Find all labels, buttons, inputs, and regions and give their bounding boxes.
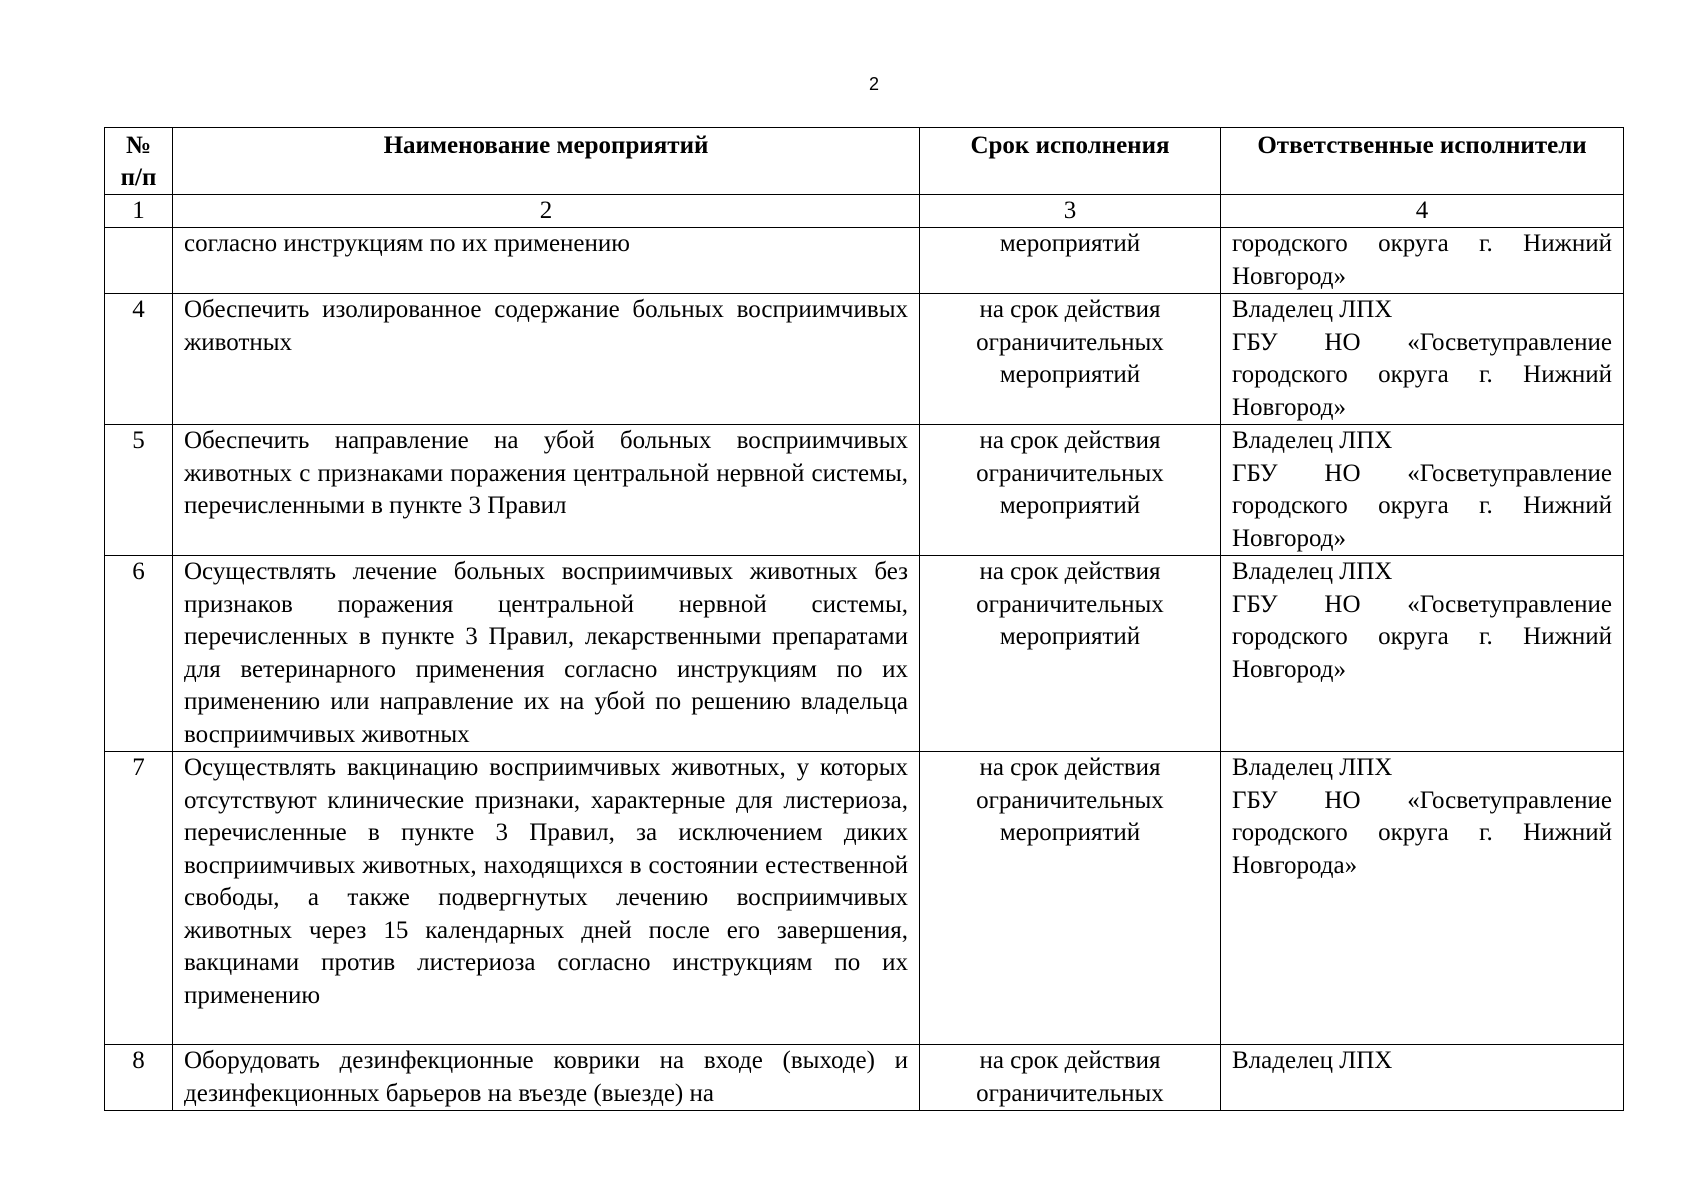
row-name: Обеспечить направление на убой больных восприимчивых животных с признаками поражения центральной нервной системы, перечисленными в пункте 3 Правил — [173, 425, 920, 556]
table-row — [105, 228, 1624, 294]
row-name: Обеспечить изолированное содержание больных восприимчивых животных — [173, 294, 920, 425]
row-responsible-owner: Владелец ЛПХ — [1232, 754, 1393, 781]
row-term: на срок действия ограничительных мероприятий — [920, 752, 1221, 1045]
row-term: мероприятий — [920, 228, 1221, 294]
column-number: 2 — [173, 195, 920, 228]
column-number-row — [105, 195, 1624, 228]
row-responsible-cell — [1221, 752, 1624, 1045]
row-num: 8 — [105, 1045, 173, 1111]
column-number: 4 — [1221, 195, 1624, 228]
row-responsible-cell — [1221, 556, 1624, 752]
table-row — [105, 294, 1624, 425]
row-name: Осуществлять лечение больных восприимчивых животных без признаков поражения центральной нервной системы, перечисленных в пункте 3 Правил, лекарственными препаратами для ветеринарного применения согласно инструкциям по их применению или направление их на убой по решению владельца восприимчивых животных — [173, 556, 920, 752]
header-num: № п/п — [105, 128, 173, 195]
table-row — [105, 425, 1624, 556]
table-row — [105, 752, 1624, 1045]
row-term: на срок действия ограничительных — [920, 1045, 1221, 1111]
row-responsible: ГБУ НО «Госветуправление городского округа г. Нижний Новгород» — [1232, 459, 1612, 552]
row-responsible-owner: Владелец ЛПХ — [1232, 427, 1393, 454]
row-name: Оборудовать дезинфекционные коврики на входе (выходе) и дезинфекционных барьеров на въезде (выезде) на — [173, 1045, 920, 1111]
header-responsible: Ответственные исполнители — [1221, 128, 1624, 195]
row-responsible-cell — [1221, 1045, 1624, 1111]
row-responsible-cell — [1221, 425, 1624, 556]
row-num: 4 — [105, 294, 173, 425]
row-responsible-owner: Владелец ЛПХ — [1232, 1047, 1393, 1074]
row-responsible: городского округа г. Нижний Новгород» — [1221, 228, 1624, 294]
header-name: Наименование мероприятий — [173, 128, 920, 195]
row-responsible-owner: Владелец ЛПХ — [1232, 558, 1393, 585]
row-responsible: ГБУ НО «Госветуправление городского округа г. Нижний Новгорода» — [1232, 786, 1612, 879]
header-term: Срок исполнения — [920, 128, 1221, 195]
row-responsible-owner: Владелец ЛПХ — [1232, 296, 1393, 323]
row-num: 7 — [105, 752, 173, 1045]
table-row — [105, 556, 1624, 752]
row-num: 5 — [105, 425, 173, 556]
row-responsible: ГБУ НО «Госветуправление городского округа г. Нижний Новгород» — [1232, 328, 1612, 421]
row-responsible: ГБУ НО «Госветуправление городского округа г. Нижний Новгород» — [1232, 590, 1612, 683]
measures-table — [104, 127, 1624, 1111]
row-term: на срок действия ограничительных мероприятий — [920, 556, 1221, 752]
table-row — [105, 1045, 1624, 1111]
row-term: на срок действия ограничительных мероприятий — [920, 425, 1221, 556]
page-number: 2 — [868, 74, 879, 94]
row-num — [105, 228, 173, 294]
row-responsible-cell — [1221, 294, 1624, 425]
column-number: 3 — [920, 195, 1221, 228]
row-name: согласно инструкциям по их применению — [173, 228, 920, 294]
column-number: 1 — [105, 195, 173, 228]
row-term: на срок действия ограничительных мероприятий — [920, 294, 1221, 425]
table-header-row — [105, 128, 1624, 195]
row-num: 6 — [105, 556, 173, 752]
row-name: Осуществлять вакцинацию восприимчивых животных, у которых отсутствуют клинические признаки, характерные для листериоза, перечисленные в пункте 3 Правил, за исключением диких восприимчивых животных, находящихся в состоянии естественной свободы, а также подвергнутых лечению восприимчивых животных через 15 календарных дней после его завершения, вакцинами против листериоза согласно инструкциям по их применению — [173, 752, 920, 1045]
